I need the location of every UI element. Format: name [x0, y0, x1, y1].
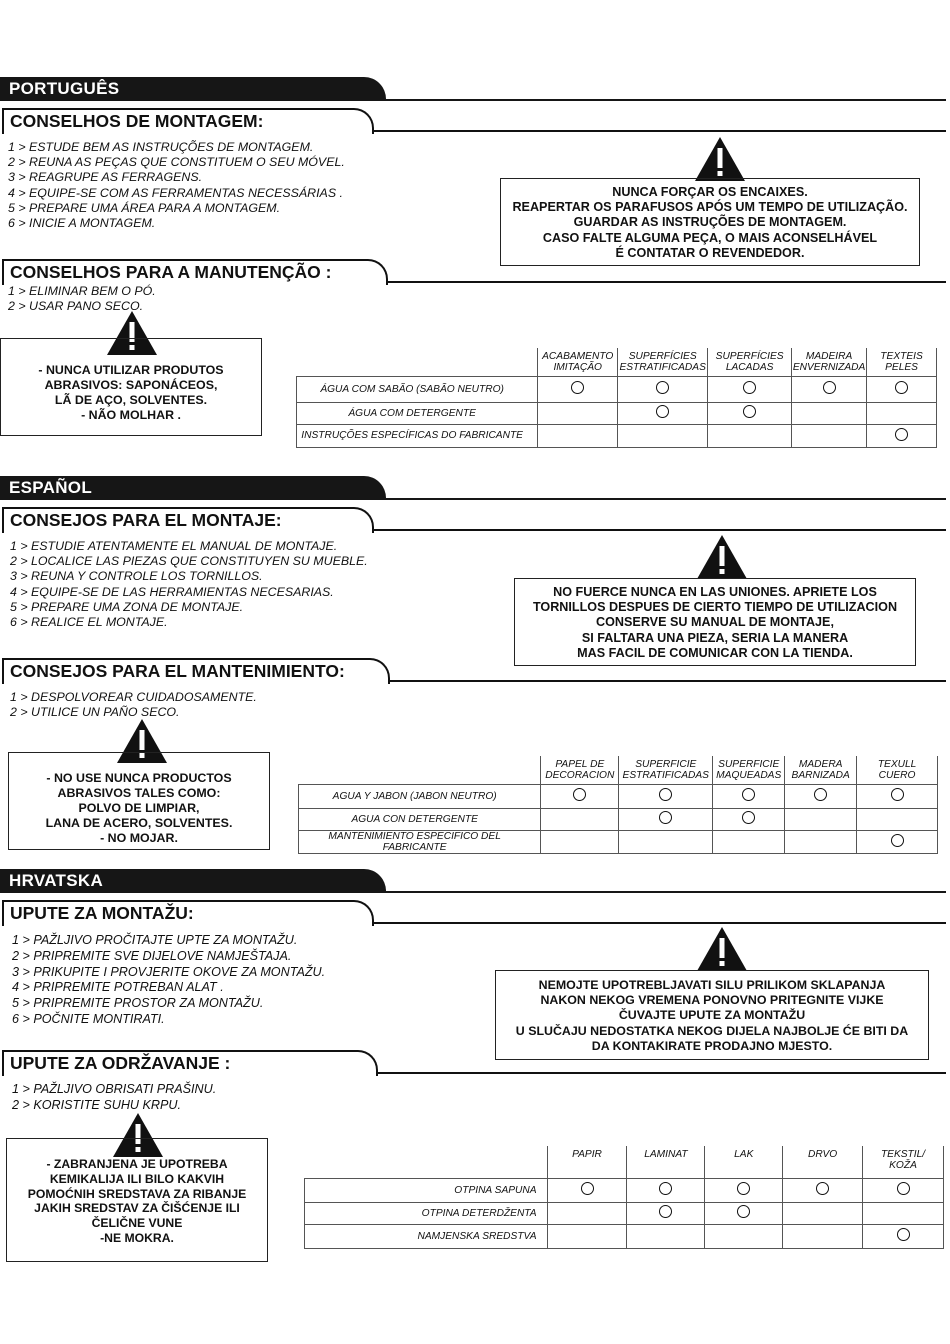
maintenance-steps: [10, 690, 257, 720]
table-cell: [547, 1224, 627, 1248]
step-item: 2 > LOCALICE LAS PIEZAS QUE CONSTITUYEN SU MUEBLE.: [10, 554, 368, 569]
circle-mark-icon: [742, 811, 755, 824]
table-cell: [541, 830, 619, 853]
table-cell: [713, 784, 785, 808]
step-item: 1 > ELIMINAR BEM O PÓ.: [8, 284, 156, 298]
assembly-title: UPUTE ZA MONTAŽU:: [2, 900, 374, 926]
circle-mark-icon: [895, 381, 908, 394]
step-item: 1 > ESTUDIE ATENTAMENTE EL MANUAL DE MONTAJE.: [10, 539, 338, 553]
column-header: ACABAMENTO IMITAÇÃO: [538, 348, 618, 376]
step-item: 3 > REAGRUPE AS FERRAGENS.: [8, 170, 203, 185]
table-row: NAMJENSKA SREDSTVA: [305, 1224, 944, 1248]
step-item: 2 > KORISTITE SUHU KRPU.: [12, 1097, 182, 1112]
table-cell: [618, 402, 708, 424]
step-item: 1 > PAŽLJIVO PROČITAJTE UPTE ZA MONTAŽU.: [12, 933, 298, 947]
column-header: TEXULL CUERO: [857, 756, 938, 784]
step-item: 6 > INICIE A MONTAGEM.: [8, 216, 156, 231]
column-header: MADEIRA ENVERNIZADA: [792, 348, 867, 376]
assembly-warning-box: NUNCA FORÇAR OS ENCAIXES. REAPERTAR OS PARAFUSOS APÓS UM TEMPO DE UTILIZAÇÃO. GUARDAR AS INSTRUÇÕES DE MONTAGEM. CASO FALTE ALGUMA PEÇA, O MAIS ACONSELHÁVEL É CONTATAR O REVENDEDOR.: [500, 178, 920, 266]
table-cell: [792, 424, 867, 447]
circle-mark-icon: [891, 834, 904, 847]
step-item: 5 > PRIPREMITE PROSTOR ZA MONTAŽU.: [12, 996, 264, 1011]
circle-mark-icon: [581, 1182, 594, 1195]
table-cell: [785, 784, 857, 808]
column-header: MADERA BARNIZADA: [785, 756, 857, 784]
step-item: 2 > REUNA AS PEÇAS QUE CONSTITUEM O SEU MÓVEL.: [8, 155, 345, 170]
column-header: DRVO: [783, 1146, 863, 1178]
table-cell: [708, 424, 792, 447]
step-item: 5 > PREPARE UMA ZONA DE MONTAJE.: [10, 599, 244, 614]
cleaning-table: [298, 756, 938, 854]
assembly-warning-box: NO FUERCE NUNCA EN LAS UNIONES. APRIETE LOS TORNILLOS DESPUES DE CIERTO TIEMPO DE UTILIZACION CONSERVE SU MANUAL DE MONTAJE, SI FALTARA UNA PIEZA, SERIA LA MANERA MAS FACIL DE COMUNICAR CON LA TIENDA.: [514, 578, 916, 666]
assembly-steps: [12, 933, 325, 1028]
circle-mark-icon: [743, 381, 756, 394]
step-item: 3 > PRIKUPITE I PROVJERITE OKOVE ZA MONTAŽU.: [12, 964, 326, 979]
language-header: [0, 77, 950, 101]
table-cell: [713, 830, 785, 853]
circle-mark-icon: [737, 1182, 750, 1195]
circle-mark-icon: [659, 811, 672, 824]
step-item: 4 > EQUIPE-SE COM AS FERRAMENTAS NECESSÁRIAS .: [8, 185, 343, 200]
assembly-steps: [8, 140, 345, 231]
table-cell: [541, 808, 619, 830]
assembly-steps: [10, 539, 368, 630]
step-item: 6 > POČNITE MONTIRATI.: [12, 1011, 165, 1026]
table-cell: [857, 808, 938, 830]
maintenance-warning-box: - NO USE NUNCA PRODUCTOS ABRASIVOS TALES COMO: POLVO DE LIMPIAR, LANA DE ACERO, SOLVENTES. - NO MOJAR.: [8, 752, 270, 850]
step-item: 1 > ESTUDE BEM AS INSTRUÇÕES DE MONTAGEM.: [8, 140, 314, 154]
table-row: INSTRUÇÕES ESPECÍFICAS DO FABRICANTE: [297, 424, 937, 447]
table-cell: [783, 1178, 863, 1202]
circle-mark-icon: [742, 788, 755, 801]
table-row: MANTENIMIENTO ESPECIFICO DEL FABRICANTE: [299, 830, 938, 853]
step-item: 4 > PRIPREMITE POTREBAN ALAT .: [12, 980, 224, 995]
maintenance-steps: [12, 1082, 216, 1114]
table-cell: [705, 1224, 783, 1248]
table-row: ÁGUA COM SABÃO (SABÃO NEUTRO): [297, 376, 937, 402]
table-cell: [538, 424, 618, 447]
circle-mark-icon: [814, 788, 827, 801]
language-title: PORTUGUÊS: [0, 77, 386, 101]
step-item: 1 > DESPOLVOREAR CUIDADOSAMENTE.: [10, 690, 257, 704]
column-header: PAPIR: [547, 1146, 627, 1178]
step-item: 3 > REUNA Y CONTROLE LOS TORNILLOS.: [10, 569, 263, 584]
table-cell: [627, 1224, 705, 1248]
table-cell: [863, 1178, 944, 1202]
table-cell: [792, 402, 867, 424]
table-cell: [708, 376, 792, 402]
table-cell: [547, 1202, 627, 1224]
step-item: 1 > PAŽLJIVO OBRISATI PRAŠINU.: [12, 1082, 217, 1096]
table-cell: [713, 808, 785, 830]
column-header: LAK: [705, 1146, 783, 1178]
step-item: 5 > PREPARE UMA ÁREA PARA A MONTAGEM.: [8, 200, 281, 215]
table-cell: [783, 1224, 863, 1248]
table-cell: [618, 376, 708, 402]
circle-mark-icon: [823, 381, 836, 394]
table-cell: [867, 402, 937, 424]
table-row: ÁGUA COM DETERGENTE: [297, 402, 937, 424]
table-cell: [863, 1224, 944, 1248]
table-cell: [541, 784, 619, 808]
column-header: TEXTEIS PELES: [867, 348, 937, 376]
table-cell: [867, 376, 937, 402]
language-header: [0, 869, 950, 893]
circle-mark-icon: [897, 1228, 910, 1241]
table-cell: [863, 1202, 944, 1224]
circle-mark-icon: [659, 788, 672, 801]
circle-mark-icon: [895, 428, 908, 441]
cleaning-table: [296, 348, 937, 448]
table-row: AGUA CON DETERGENTE: [299, 808, 938, 830]
circle-mark-icon: [897, 1182, 910, 1195]
circle-mark-icon: [659, 1205, 672, 1218]
table-cell: [705, 1202, 783, 1224]
table-cell: [705, 1178, 783, 1202]
table-cell: [785, 830, 857, 853]
warning-icon: [696, 534, 748, 580]
circle-mark-icon: [656, 381, 669, 394]
table-row: AGUA Y JABON (JABON NEUTRO): [299, 784, 938, 808]
table-cell: [619, 808, 713, 830]
step-item: 6 > REALICE EL MONTAJE.: [10, 615, 168, 630]
column-header: LAMINAT: [627, 1146, 705, 1178]
step-item: 4 > EQUIPE-SE DE LAS HERRAMIENTAS NECESARIAS.: [10, 584, 334, 599]
circle-mark-icon: [659, 1182, 672, 1195]
warning-icon: [696, 926, 748, 972]
assembly-warning-box: NEMOJTE UPOTREBLJAVATI SILU PRILIKOM SKLAPANJA NAKON NEKOG VREMENA PONOVNO PRITEGNITE VIJKE ČUVAJTE UPUTE ZA MONTAŽU U SLUČAJU NEDOSTATKA NEKOG DIJELA NAJBOLJE ĆE BITI DA DA KONTAKIRATE PRODAJNO MJESTO.: [495, 970, 929, 1060]
table-cell: [538, 376, 618, 402]
circle-mark-icon: [571, 381, 584, 394]
circle-mark-icon: [743, 405, 756, 418]
assembly-title: CONSEJOS PARA EL MONTAJE:: [2, 507, 374, 533]
column-header: TEKSTIL/ KOŽA: [863, 1146, 944, 1178]
circle-mark-icon: [573, 788, 586, 801]
cleaning-table: [304, 1146, 944, 1249]
circle-mark-icon: [816, 1182, 829, 1195]
circle-mark-icon: [891, 788, 904, 801]
warning-icon: [694, 136, 746, 182]
maintenance-title: CONSEJOS PARA EL MANTENIMIENTO:: [2, 658, 390, 684]
column-header: SUPERFÍCIES LACADAS: [708, 348, 792, 376]
table-cell: [708, 402, 792, 424]
table-cell: [538, 402, 618, 424]
table-row: OTPINA DETERDŽENTA: [305, 1202, 944, 1224]
table-cell: [867, 424, 937, 447]
table-cell: [785, 808, 857, 830]
maintenance-title: UPUTE ZA ODRŽAVANJE :: [2, 1050, 378, 1076]
column-header: SUPERFICIE MAQUEADAS: [713, 756, 785, 784]
language-title: ESPAÑOL: [0, 476, 386, 500]
step-item: 2 > UTILICE UN PAÑO SECO.: [10, 705, 180, 720]
table-cell: [783, 1202, 863, 1224]
circle-mark-icon: [737, 1205, 750, 1218]
step-item: 2 > PRIPREMITE SVE DIJELOVE NAMJEŠTAJA.: [12, 948, 292, 963]
maintenance-warning-box: - NUNCA UTILIZAR PRODUTOS ABRASIVOS: SAPONÁCEOS, LÃ DE AÇO, SOLVENTES. - NÃO MOLHAR .: [0, 338, 262, 436]
language-title: HRVATSKA: [0, 869, 386, 893]
column-header: SUPERFICIE ESTRATIFICADAS: [619, 756, 713, 784]
table-cell: [618, 424, 708, 447]
column-header: SUPERFÍCIES ESTRATIFICADAS: [618, 348, 708, 376]
table-cell: [627, 1178, 705, 1202]
table-cell: [857, 830, 938, 853]
table-row: OTPINA SAPUNA: [305, 1178, 944, 1202]
language-header: [0, 476, 950, 500]
table-cell: [547, 1178, 627, 1202]
table-cell: [619, 784, 713, 808]
column-header: PAPEL DE DECORACION: [541, 756, 619, 784]
assembly-title: CONSELHOS DE MONTAGEM:: [2, 108, 374, 134]
table-cell: [627, 1202, 705, 1224]
maintenance-title: CONSELHOS PARA A MANUTENÇÃO :: [2, 259, 388, 285]
table-cell: [792, 376, 867, 402]
circle-mark-icon: [656, 405, 669, 418]
maintenance-warning-box: - ZABRANJENA JE UPOTREBA KEMIKALIJA ILI BILO KAKVIH POMOĆNIH SREDSTAVA ZA RIBANJE JAKIH SREDSTAV ZA ČIŠĆENJE ILI ČELIČNE VUNE -NE MOKRA.: [6, 1138, 268, 1262]
table-cell: [857, 784, 938, 808]
table-cell: [619, 830, 713, 853]
step-item: 2 > USAR PANO SECO.: [8, 299, 144, 314]
